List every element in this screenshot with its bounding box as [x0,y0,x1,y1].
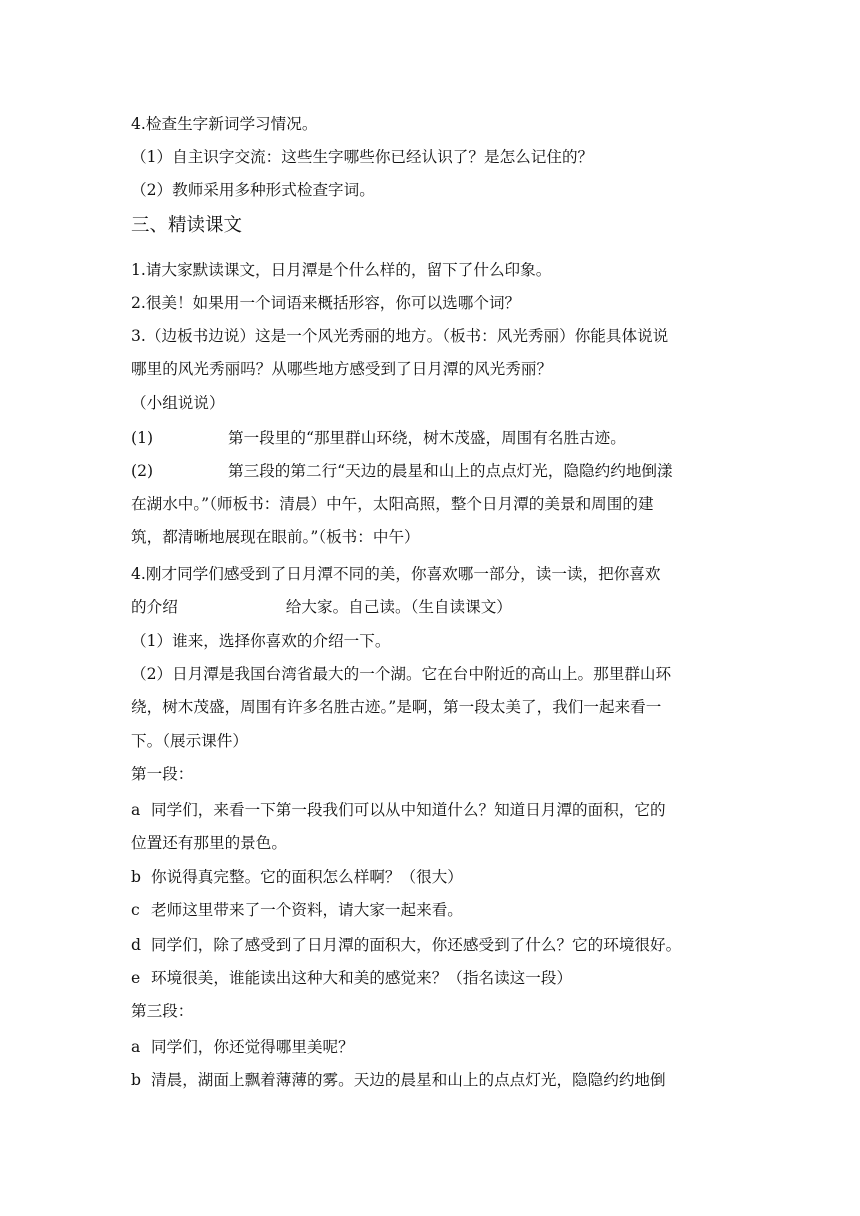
item-text: 同学们，你还觉得哪里美呢？ [151,1038,354,1056]
text-line: 3.（边板书边说）这是一个风光秀丽的地方。（板书：风光秀丽）你能具体说说 [131,327,669,345]
text-line [131,597,741,617]
item-letter: c [131,901,140,919]
text-line: 在湖水中。”（师板书：清晨）中午，太阳高照，整个日月潭的美景和周围的建 [131,495,654,513]
lettered-item [131,867,741,887]
text-fragment: 的介绍 [131,598,178,616]
text-line: 1.请大家默读课文，日月潭是个什么样的，留下了什么印象。 [131,261,552,279]
text-line: （1）自主识字交流：这些生字哪些你已经认识了？是怎么记住的？ [131,148,594,166]
item-text: 第三段的第二行“天边的晨星和山上的点点灯光，隐隐约约地倒漾 [228,462,673,480]
item-letter: a [131,801,141,819]
item-text: 清晨，湖面上飘着薄薄的雾。天边的晨星和山上的点点灯光，隐隐约约地倒 [151,1071,666,1089]
item-letter: a [131,1038,141,1056]
text-line: 4.刚才同学们感受到了日月潭不同的美，你喜欢哪一部分，读一读，把你喜欢 [131,565,661,583]
text-line: （小组说说） [131,394,225,412]
numbered-item [131,428,741,448]
text-line: 位置还有那里的景色。 [131,834,287,852]
text-line: 下。（展示课件） [131,732,248,750]
item-number: (1) [131,429,154,447]
text-line: 2.很美！如果用一个词语来概括形容，你可以选哪个词？ [131,294,521,312]
text-line: 4.检查生字新词学习情况。 [131,115,318,133]
text-line: 第一段： [131,765,194,783]
item-text: 老师这里带来了一个资料，请大家一起来看。 [151,901,463,919]
item-number: (2) [131,462,154,480]
item-text: 环境很美，谁能读出这种大和美的感觉来？（指名读这一段） [151,969,573,987]
text-fragment: 给大家。自己读。（生自读课文） [285,598,512,616]
section-heading: 三、精读课文 [131,215,243,236]
text-line: （2）日月潭是我国台湾省最大的一个湖。它在台中附近的高山上。那里群山环 [131,665,672,683]
numbered-item [131,461,741,481]
text-line: 哪里的风光秀丽吗？从哪些地方感受到了日月潭的风光秀丽？ [131,360,553,378]
text-line: 筑，都清晰地展现在眼前。”（板书：中午） [131,528,420,546]
item-text: 你说得真完整。它的面积怎么样啊？（很大） [151,868,463,886]
item-text: 同学们，除了感受到了日月潭的面积大，你还感受到了什么？它的环境很好。 [151,936,682,954]
item-text: 第一段里的“那里群山环绕，树木茂盛，周围有名胜古迹。 [228,429,626,447]
lettered-item [131,968,741,988]
lettered-item [131,935,741,955]
item-letter: b [131,1071,141,1089]
lettered-item [131,800,741,820]
item-letter: e [131,969,141,987]
text-line: 绕，树木茂盛，周围有许多名胜古迹。”是啊，第一段太美了，我们一起来看一 [131,698,662,716]
text-line: （2）教师采用多种形式检查字词。 [131,181,375,199]
lettered-item [131,1037,741,1057]
item-letter: b [131,868,141,886]
lettered-item [131,900,741,920]
item-letter: d [131,936,141,954]
text-line: 第三段： [131,1002,194,1020]
item-text: 同学们，来看一下第一段我们可以从中知道什么？知道日月潭的面积，它的 [151,801,666,819]
lettered-item [131,1070,741,1090]
text-line: （1）谁来，选择你喜欢的介绍一下。 [131,632,391,650]
